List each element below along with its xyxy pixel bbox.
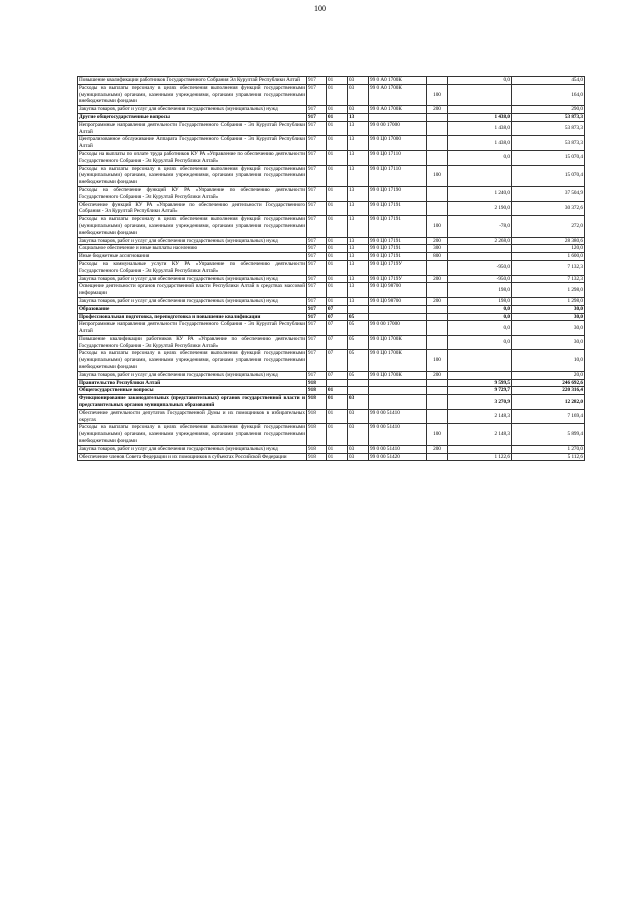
gr-code: 918 [307, 424, 327, 445]
csr-code: 99 0 А0 1700К [369, 84, 427, 105]
amount-total: 7 169,4 [512, 409, 585, 424]
csr-code: 99 0 Ц0 1700К [369, 350, 427, 371]
vr-code [427, 186, 448, 201]
table-row [78, 77, 585, 85]
amount-change: 2 148,3 [448, 424, 512, 445]
row-name: Расходы на выплаты персоналу в целях обеспечения выполнения функций государственными (муниципальными) органами, казенными учреждениями, органами управления государственными внебюджетными фондами [79, 350, 305, 371]
amount-total: 15 070,4 [512, 165, 585, 186]
amount-total: 1 298,0 [512, 297, 585, 305]
table-row [78, 245, 585, 253]
table-row [78, 321, 585, 336]
gr-code: 917 [307, 305, 327, 313]
amount-total: 1 270,0 [512, 445, 585, 453]
gr-code: 917 [307, 253, 327, 261]
pr-code: 13 [348, 121, 369, 136]
amount-change: 2 268,0 [448, 237, 512, 245]
csr-code: 99 0 Ц0 1700К [369, 371, 427, 379]
rz-code: 01 [327, 77, 348, 85]
gr-code: 917 [307, 313, 327, 321]
gr-code: 917 [307, 77, 327, 85]
pr-code: 13 [348, 136, 369, 151]
csr-code: 99 0 Ц0 1700К [369, 335, 427, 350]
csr-code: 99 0 Ц0 17191 [369, 216, 427, 237]
amount-change [448, 371, 512, 379]
table-row [78, 84, 585, 105]
vr-code [427, 321, 448, 336]
table-row [78, 424, 585, 445]
rz-code: 01 [327, 84, 348, 105]
rz-code: 01 [327, 453, 348, 461]
row-name: Правительство Республики Алтай [78, 379, 307, 387]
rz-code: 01 [327, 245, 348, 253]
csr-code: 99 0 Ц0 17191 [369, 201, 427, 216]
vr-code: 800 [427, 253, 448, 261]
row-name: Закупка товаров, работ и услуг для обеспечения государственных (муниципальных) нужд [78, 371, 307, 379]
vr-code [427, 121, 448, 136]
rz-code: 01 [327, 216, 348, 237]
row-name: Закупка товаров, работ и услуг для обеспечения государственных (муниципальных) нужд [78, 275, 307, 283]
amount-change: 1 438,0 [448, 121, 512, 136]
gr-code: 918 [307, 445, 327, 453]
vr-code [427, 201, 448, 216]
rz-code: 07 [327, 321, 348, 336]
amount-total: 7 132,3 [512, 275, 585, 283]
rz-code: 01 [327, 106, 348, 114]
vr-code: 100 [427, 350, 448, 371]
pr-code: 13 [348, 201, 369, 216]
csr-code: 99 0 А0 1700К [369, 77, 427, 85]
csr-code: 99 0 Ц0 17191 [369, 253, 427, 261]
pr-code: 03 [348, 409, 369, 424]
amount-change [448, 350, 512, 371]
amount-total: 290,0 [512, 106, 585, 114]
amount-change: 0,0 [448, 305, 512, 313]
pr-code [348, 379, 369, 387]
rz-code: 01 [327, 136, 348, 151]
gr-code: 917 [307, 201, 327, 216]
amount-change: 9 729,7 [448, 387, 512, 395]
amount-total: 30,0 [512, 335, 585, 350]
rz-code: 01 [327, 186, 348, 201]
table-row [78, 253, 585, 261]
amount-change: 0,0 [448, 321, 512, 336]
vr-code [427, 313, 448, 321]
gr-code: 918 [307, 387, 327, 395]
row-name: Освещение деятельности органов государственной власти Республики Алтай в средствах массовой информации [79, 283, 305, 297]
table-row [78, 165, 585, 186]
amount-change: 0,0 [448, 335, 512, 350]
rz-code: 07 [327, 305, 348, 313]
csr-code: 99 0 Ц0 17191 [369, 245, 427, 253]
amount-total: 30 372,6 [512, 201, 585, 216]
amount-total: 30,0 [512, 313, 585, 321]
pr-code: 03 [348, 77, 369, 85]
csr-code [369, 387, 427, 395]
gr-code: 917 [307, 260, 327, 275]
rz-code: 01 [327, 113, 348, 121]
amount-total: 246 692,6 [512, 379, 585, 387]
rz-code: 01 [327, 150, 348, 165]
pr-code: 05 [348, 371, 369, 379]
csr-code: 99 0 00 17000 [369, 121, 427, 136]
gr-code: 917 [307, 106, 327, 114]
amount-change: -78,0 [448, 216, 512, 237]
table-row [78, 445, 585, 453]
vr-code [427, 260, 448, 275]
table-row [78, 305, 585, 313]
table-row [78, 150, 585, 165]
amount-change: -950,0 [448, 260, 512, 275]
gr-code: 917 [307, 275, 327, 283]
row-name: Непрограммные направления деятельности Государственного Собрания - Эл Курултай Республики Алтай [79, 321, 305, 335]
gr-code: 917 [307, 283, 327, 298]
table-row [78, 106, 585, 114]
row-name: Закупка товаров, работ и услуг для обеспечения государственных (муниципальных) нужд [78, 445, 307, 453]
page-number: 100 [314, 4, 326, 13]
gr-code: 917 [307, 165, 327, 186]
table-row [78, 371, 585, 379]
amount-total: 272,0 [512, 216, 585, 237]
rz-code: 01 [327, 253, 348, 261]
amount-change [448, 84, 512, 105]
amount-change: 1 438,0 [448, 113, 512, 121]
row-name: Расходы на выплаты по оплате труда работников КУ РА «Управление по обеспечению деятельности Государственного Собрания - Эл Курултай Республики Алтай» [79, 150, 305, 164]
row-name: Расходы на коммунальные услуги КУ РА «Управление по обеспечению деятельности Государственного Собрания - Эл Курултай Республики Алтай» [79, 260, 305, 274]
vr-code: 100 [427, 84, 448, 105]
amount-change: 2 190,0 [448, 201, 512, 216]
csr-code: 99 0 00 51420 [369, 453, 427, 461]
pr-code: 03 [348, 106, 369, 114]
rz-code: 01 [327, 275, 348, 283]
rz-code: 01 [327, 237, 348, 245]
amount-change: 9 599,5 [448, 379, 512, 387]
amount-change [448, 165, 512, 186]
pr-code: 13 [348, 186, 369, 201]
csr-code: 99 0 00 17000 [369, 321, 427, 336]
csr-code [369, 395, 427, 410]
amount-total: 20,0 [512, 371, 585, 379]
pr-code: 13 [348, 283, 369, 298]
amount-change [448, 445, 512, 453]
gr-code: 917 [307, 297, 327, 305]
csr-code: 99 0 Ц0 98700 [369, 297, 427, 305]
gr-code: 917 [307, 237, 327, 245]
row-name: Повышение квалификации работников Государственного Собрания Эл Курултай Республики Алтай [78, 77, 307, 85]
rz-code: 01 [327, 260, 348, 275]
vr-code [427, 453, 448, 461]
pr-code: 13 [348, 150, 369, 165]
amount-total: 454,0 [512, 77, 585, 85]
pr-code: 05 [348, 321, 369, 336]
amount-total: 53 873,3 [512, 113, 585, 121]
amount-total: 5 899,4 [512, 424, 585, 445]
amount-change: 2 148,3 [448, 409, 512, 424]
amount-change [448, 245, 512, 253]
table-row [78, 201, 585, 216]
gr-code: 917 [307, 84, 327, 105]
row-name: Обеспечение деятельности депутатов Государственной Думы и их помощников в избирательных округах [79, 409, 305, 423]
amount-total: 15 070,4 [512, 150, 585, 165]
pr-code: 03 [348, 453, 369, 461]
csr-code: 99 0 Ц0 17000 [369, 136, 427, 151]
csr-code: 99 0 Ц0 1719У [369, 275, 427, 283]
csr-code: 99 0 Ц0 17190 [369, 186, 427, 201]
table-row [78, 379, 585, 387]
vr-code: 100 [427, 424, 448, 445]
gr-code: 918 [307, 453, 327, 461]
csr-code: 99 0 00 51410 [369, 424, 427, 445]
row-name: Закупка товаров, работ и услуг для обеспечения государственных (муниципальных) нужд [78, 297, 307, 305]
amount-total: 10,0 [512, 350, 585, 371]
csr-code [369, 313, 427, 321]
amount-change [448, 106, 512, 114]
row-name: Расходы на обеспечение функций КУ РА «Управление по обеспечению деятельности Государственного Собрания - Эл Курултай Республики Алтай» [79, 186, 305, 200]
gr-code: 917 [307, 113, 327, 121]
pr-code [348, 305, 369, 313]
rz-code: 07 [327, 371, 348, 379]
gr-code: 918 [307, 409, 327, 424]
csr-code [369, 113, 427, 121]
amount-total: 28 380,6 [512, 237, 585, 245]
gr-code: 918 [307, 379, 327, 387]
csr-code: 99 0 Ц0 98700 [369, 283, 427, 298]
amount-total: 30,0 [512, 305, 585, 313]
vr-code: 300 [427, 245, 448, 253]
row-name: Общегосударственные вопросы [78, 387, 307, 395]
table-row [78, 387, 585, 395]
gr-code: 917 [307, 121, 327, 136]
csr-code: 99 0 00 51410 [369, 409, 427, 424]
table-row [78, 260, 585, 275]
gr-code: 917 [307, 245, 327, 253]
row-name: Профессиональная подготовка, переподготовка и повышение квалификации [78, 313, 307, 321]
row-name: Расходы на выплаты персоналу в целях обеспечения выполнения функций государственными (муниципальными) органами, казенными учреждениями, органами управления государственными внебюджетными фондами [79, 84, 305, 105]
pr-code: 13 [348, 113, 369, 121]
table-row [78, 275, 585, 283]
vr-code [427, 136, 448, 151]
amount-change: 0,0 [448, 150, 512, 165]
row-name: Централизованное обслуживание Аппарата Государственного Собрания - Эл Курултай Республики Алтай [79, 136, 305, 150]
amount-change: 198,0 [448, 283, 512, 298]
amount-change: 3 270,9 [448, 395, 512, 410]
pr-code [348, 387, 369, 395]
rz-code: 01 [327, 201, 348, 216]
gr-code: 917 [307, 216, 327, 237]
table-row [78, 186, 585, 201]
amount-total: 53 873,3 [512, 121, 585, 136]
csr-code: 99 0 Ц0 17110 [369, 165, 427, 186]
table-row [78, 350, 585, 371]
budget-table [77, 76, 585, 461]
amount-total: 220 316,4 [512, 387, 585, 395]
csr-code [369, 379, 427, 387]
pr-code: 05 [348, 335, 369, 350]
rz-code [327, 379, 348, 387]
row-name: Обеспечение членов Совета Федерации и их помощников в субъектах Российской Федерации [78, 453, 307, 461]
rz-code: 07 [327, 313, 348, 321]
vr-code [427, 113, 448, 121]
amount-change: 1 438,0 [448, 136, 512, 151]
pr-code: 13 [348, 275, 369, 283]
table-row [78, 237, 585, 245]
amount-change: -950,0 [448, 275, 512, 283]
vr-code [427, 77, 448, 85]
amount-total: 1 600,0 [512, 253, 585, 261]
vr-code [427, 395, 448, 410]
pr-code: 13 [348, 216, 369, 237]
rz-code: 01 [327, 409, 348, 424]
row-name: Повышение квалификации работников КУ РА «Управление по обеспечению деятельности Государственного Собрания - Эл Курултай Республики Алтай» [79, 335, 305, 349]
table-row [78, 121, 585, 136]
vr-code: 100 [427, 165, 448, 186]
row-name: Закупка товаров, работ и услуг для обеспечения государственных (муниципальных) нужд [78, 237, 307, 245]
rz-code: 07 [327, 350, 348, 371]
rz-code: 01 [327, 297, 348, 305]
row-name: Иные бюджетные ассигнования [78, 253, 307, 261]
amount-total: 7 132,3 [512, 260, 585, 275]
table-row [78, 297, 585, 305]
pr-code: 13 [348, 245, 369, 253]
pr-code: 05 [348, 350, 369, 371]
gr-code: 917 [307, 350, 327, 371]
table-row [78, 409, 585, 424]
pr-code: 13 [348, 297, 369, 305]
table-row [78, 283, 585, 298]
amount-total: 37 504,9 [512, 186, 585, 201]
row-name: Образование [78, 305, 307, 313]
amount-change: 1 122,6 [448, 453, 512, 461]
amount-change: 1 240,0 [448, 186, 512, 201]
rz-code: 01 [327, 445, 348, 453]
amount-total: 12 282,0 [512, 395, 585, 410]
rz-code: 01 [327, 424, 348, 445]
row-name: Расходы на выплаты персоналу в целях обеспечения выполнения функций государственными (муниципальными) органами, казенными учреждениями, органами управления государственными внебюджетными фондами [79, 165, 305, 186]
gr-code: 917 [307, 371, 327, 379]
pr-code: 03 [348, 84, 369, 105]
gr-code: 917 [307, 150, 327, 165]
table-body [78, 77, 585, 461]
pr-code: 13 [348, 260, 369, 275]
row-name: Непрограммные направления деятельности Государственного Собрания - Эл Курултай Республики Алтай [79, 121, 305, 135]
pr-code: 03 [348, 445, 369, 453]
table-row [78, 395, 585, 410]
vr-code [427, 305, 448, 313]
csr-code: 99 0 Ц0 17191 [369, 237, 427, 245]
rz-code: 01 [327, 387, 348, 395]
vr-code [427, 335, 448, 350]
pr-code: 03 [348, 424, 369, 445]
row-name: Социальное обеспечение и иные выплаты населению [78, 245, 307, 253]
vr-code: 200 [427, 275, 448, 283]
vr-code [427, 150, 448, 165]
pr-code: 03 [348, 395, 369, 410]
csr-code: 99 0 00 51410 [369, 445, 427, 453]
row-name: Расходы на выплаты персоналу в целях обеспечения выполнения функций государственными (муниципальными) органами, казенными учреждениями, органами управления государственными внебюджетными фондами [79, 424, 305, 445]
vr-code: 200 [427, 371, 448, 379]
rz-code: 01 [327, 121, 348, 136]
gr-code: 917 [307, 136, 327, 151]
vr-code [427, 283, 448, 298]
csr-code: 99 0 А0 1700К [369, 106, 427, 114]
amount-change: 198,0 [448, 297, 512, 305]
amount-total: 120,0 [512, 245, 585, 253]
vr-code: 200 [427, 297, 448, 305]
amount-change: 0,0 [448, 77, 512, 85]
rz-code: 01 [327, 165, 348, 186]
row-name: Расходы на выплаты персоналу в целях обеспечения выполнения функций государственными (муниципальными) органами, казенными учреждениями, органами управления государственными внебюджетными фондами [79, 216, 305, 236]
row-name: Функционирование законодательных (представительных) органов государственной власти и представительных органов муниципальных образований [79, 395, 305, 409]
row-name: Закупка товаров, работ и услуг для обеспечения государственных (муниципальных) нужд [78, 106, 307, 114]
pr-code: 13 [348, 253, 369, 261]
vr-code [427, 387, 448, 395]
amount-change [448, 253, 512, 261]
gr-code: 918 [307, 395, 327, 410]
vr-code [427, 379, 448, 387]
table-row [78, 113, 585, 121]
rz-code: 07 [327, 335, 348, 350]
table-row [78, 313, 585, 321]
csr-code: 99 0 Ц0 17110 [369, 150, 427, 165]
vr-code: 100 [427, 216, 448, 237]
amount-total: 53 873,3 [512, 136, 585, 151]
amount-total: 5 112,6 [512, 453, 585, 461]
vr-code [427, 409, 448, 424]
vr-code: 200 [427, 106, 448, 114]
table-row [78, 335, 585, 350]
amount-total: 1 298,0 [512, 283, 585, 298]
amount-total: 164,0 [512, 84, 585, 105]
vr-code: 200 [427, 237, 448, 245]
table-row [78, 453, 585, 461]
rz-code: 01 [327, 395, 348, 410]
table-row [78, 136, 585, 151]
table-row [78, 216, 585, 237]
csr-code [369, 305, 427, 313]
pr-code: 13 [348, 237, 369, 245]
vr-code: 200 [427, 445, 448, 453]
row-name: Обеспечение функций КУ РА «Управление по обеспечению деятельности Государственного Собрания - Эл Курултай Республики Алтай» [79, 201, 305, 215]
pr-code: 05 [348, 313, 369, 321]
row-name: Другие общегосударственные вопросы [78, 113, 307, 121]
rz-code: 01 [327, 283, 348, 298]
csr-code: 99 0 Ц0 1719У [369, 260, 427, 275]
pr-code: 13 [348, 165, 369, 186]
gr-code: 917 [307, 186, 327, 201]
gr-code: 917 [307, 321, 327, 336]
amount-total: 30,0 [512, 321, 585, 336]
amount-change: 0,0 [448, 313, 512, 321]
gr-code: 917 [307, 335, 327, 350]
